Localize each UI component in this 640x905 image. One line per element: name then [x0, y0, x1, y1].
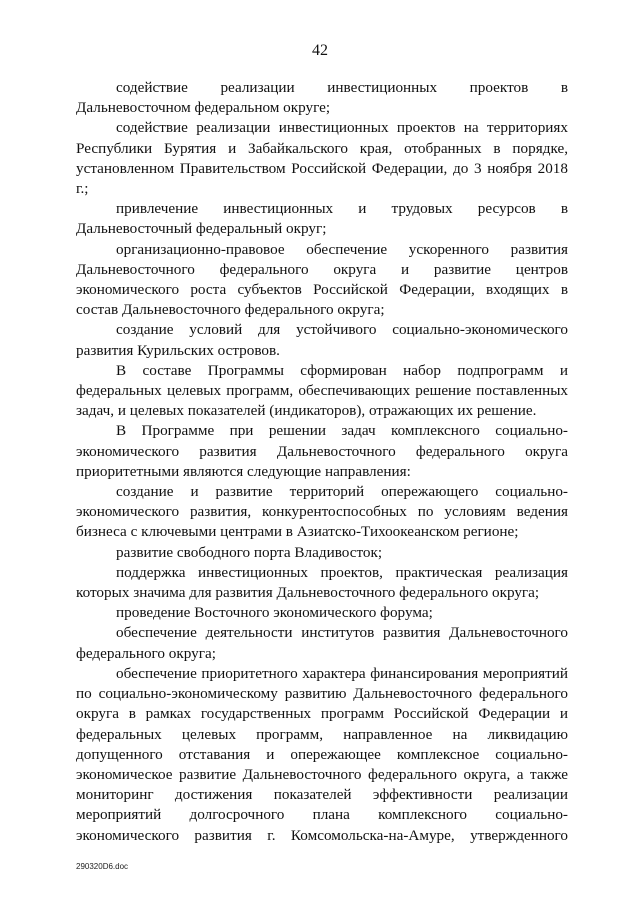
- paragraph: В Программе при решении задач комплексного социально-экономического развития Дальневосточного федерального округа приоритетными являются следующие направления:: [76, 422, 568, 480]
- paragraph: проведение Восточного экономического форума;: [116, 604, 433, 622]
- paragraph: создание и развитие территорий опережающего социально-экономического развития, конкурентоспособных по условиям ведения бизнеса с ключевыми центрами в Азиатско-Тихоокеанском регионе;: [76, 483, 568, 541]
- page-number: 42: [312, 42, 328, 59]
- paragraph: содействие реализации инвестиционных проектов в Дальневосточном федеральном округе;: [76, 79, 568, 117]
- paragraph: привлечение инвестиционных и трудовых ресурсов в Дальневосточный федеральный округ;: [76, 200, 568, 238]
- paragraph: содействие реализации инвестиционных проектов на территориях Республики Бурятия и Забайкальского края, отобранных в порядке, установленном Правительством Российской Федерации, до 3 ноября 2018 г.;: [76, 119, 568, 198]
- paragraph: обеспечение деятельности институтов развития Дальневосточного федерального округа;: [76, 624, 568, 662]
- paragraph: поддержка инвестиционных проектов, практическая реализация которых значима для развития Дальневосточного федерального округа;: [76, 563, 568, 602]
- document-body: [76, 78, 568, 846]
- paragraph: организационно-правовое обеспечение ускоренного развития Дальневосточного федерального округа и развитие центров экономического роста субъектов Российской Федерации, входящих в состав Дальневосточного федерального округа;: [76, 240, 568, 319]
- paragraph: В составе Программы сформирован набор подпрограмм и федеральных целевых программ, обеспечивающих решение поставленных задач, и целевых показателей (индикаторов), отражающих их решение.: [76, 361, 568, 420]
- paragraph: создание условий для устойчивого социально-экономического развития Курильских островов.: [76, 321, 568, 359]
- paragraph-continued: обеспечение приоритетного характера финансирования мероприятий по социально-экономическому развитию Дальневосточного федерального округа в рамках государственных программ Российской Федерации и федеральных целевых программ, направленное на ликвидацию допущенного отставания и опережающее комплексное социально-экономическое развитие Дальневосточного федерального округа, а также мониторинг достижения показателей эффективности реализации мероприятий долгосрочного плана комплексного социально-экономического развития г. Комсомольска-на-Амуре, утвержденного: [76, 664, 568, 844]
- footer-file-name: 290320D6.doc: [76, 862, 129, 871]
- paragraph: развитие свободного порта Владивосток;: [116, 543, 383, 561]
